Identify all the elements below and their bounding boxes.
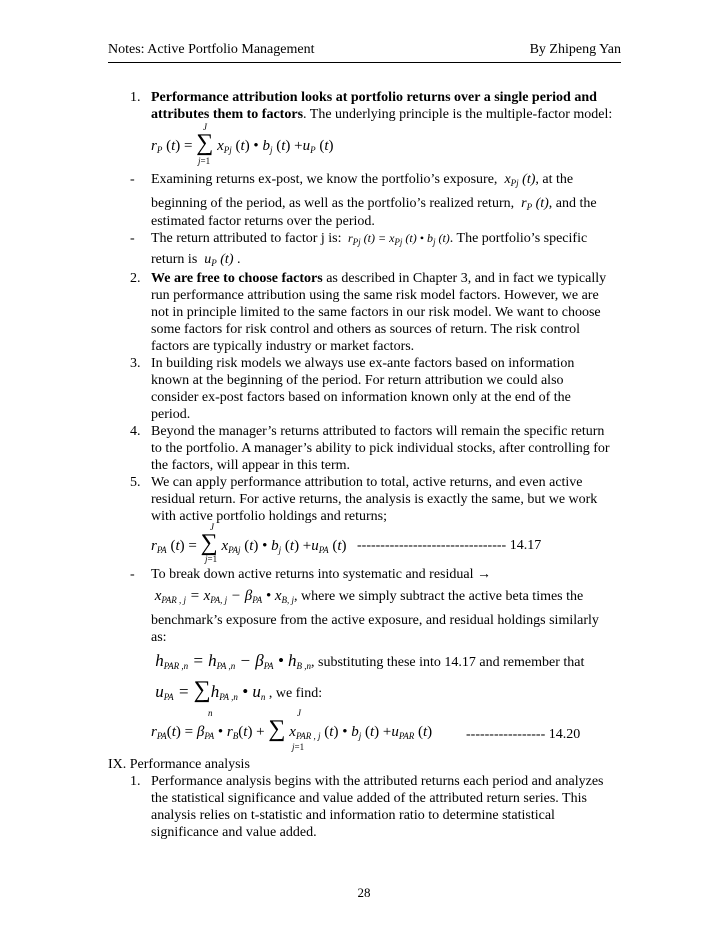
item-4-line-3: the factors, will appear in this term. xyxy=(151,458,351,473)
item-2-number: 2. xyxy=(130,271,141,286)
item-5-dash-line-5: $h_{PAR ,n} = h_{PA ,n} - \beta_{PA}$ • $h_{B ,n}$, substituting these into 14.17 and remember that xyxy=(151,651,585,671)
item-1-dash-2-line-1: The return attributed to factor j is: $r_{Pj}$ $(t) = x_{Pj}$ (t) • $b_j$ (t). The portfolio’s specific xyxy=(151,231,588,247)
section-item-1-line-1: Performance analysis begins with the attributed returns each period and analyzes xyxy=(151,774,604,789)
item-4-number: 4. xyxy=(130,424,141,439)
item-1-line-2: attributes them to factors. The underlying principle is the multiple-factor model: xyxy=(151,107,613,122)
equation-14-20-label: ----------------- 14.20 xyxy=(466,727,581,742)
document-page: Notes: Active Portfolio Management By Zhipeng Yan 1. Performance attribution looks at portfolio returns over a single period and attributes them to factors. The underlying principle is the multiple-factor model: J $r_P$ (t) = ∑ $x_{Pj}$ (t) • $b_j$ $(t) +u_P$ (t) j=1 - Examining returns ex-post, we know the portfolio’s exposure, $x_{Pj}$ (t), at the beginning of the period, as well as the portfolio’s realized return, $r_P$ (t), and the estimated factor returns over the period. - The return attributed to factor j is: $r_{Pj}$ $(t) = x_{Pj}$ (t) • $b_j$ (t). The portfolio’s specific return is $u_P$ (t) . 2. We are free to choose factors as described in Chapter 3, and in fact we typically run performance attribution using the same risk model factors. However, we are not in principle limited to the same factors in our risk model. We want to choose some factors for risk control and others as sources of return. The risk control factors are typically industry or market factors. 3. In building risk models we always use ex-ante factors based on information known at the beginning of the period. For return attribution we could also consider ex-post factors based on information known only at the end of the period. 4. Beyond the manager’s returns attributed to factors will remain the specific return to the portfolio. A manager’s ability to pick individual stocks, after controlling for the factors, will appear in this term. 5. We can apply performance attribution to total, active returns, and even active residual return. For active returns, the analysis is exactly the same, but we work with active portfolio holdings and returns; J $r_{PA}$ (t) = ∑ $x_{PAj}$ (t) • $b_j$ $(t) +u_{PA}$ (t) j=1 -------------------------------- 14.17 - To break down active returns into systematic and residual → $x_{PAR , j} = x_{PA, j} - \beta_{PA}$ • $x_{B, j}$, where we simply subtract the active beta times the benchmark’s exposure from the active exposure, and residual holdings similarly as: $h_{PAR ,n} = h_{PA ,n} - \beta_{PA}$ • $h_{B ,n}$, substituting these into 14.17 and remember that $u_{PA} = \sum h_{PA ,n}$ • $u_n$ , we find: n J $r_{PA}(t) = \beta_{PA}$ • $r_B(t)$ + ∑ $x_{PAR , j}$ (t) • $b_j$ $(t) +u_{PAR}$ (t) j=1 ----------------- 14.20 IX. Performance analysis 1. Performance analysis begins with the attributed returns each period and analyzes the statistical significance and value added of the attributed return series. This analysis relies on t-statistic and information ratio to determine statistical significance and value added. 28 xyxy=(0,0,728,943)
item-2-line-4: some factors for risk control and others as sources of return. The risk control xyxy=(151,322,580,337)
item-1-dash-1-line-3: estimated factor returns over the period. xyxy=(151,214,375,229)
dash-bullet: - xyxy=(130,567,135,582)
item-3-line-1: In building risk models we always use ex-ante factors based on information xyxy=(151,356,575,371)
item-2-line-2: run performance attribution using the same risk model factors. However, we are xyxy=(151,288,599,303)
section-item-1-line-3: analysis relies on t-statistic and information ratio to determine statistical xyxy=(151,808,555,823)
section-heading: IX. Performance analysis xyxy=(108,757,250,772)
item-3-line-2: known at the beginning of the period. For return attribution we could also xyxy=(151,373,564,388)
item-2-line-3: not in principle limited to the same factors in our risk model. We want to choose xyxy=(151,305,601,320)
header-right: By Zhipeng Yan xyxy=(529,42,621,57)
item-3-line-4: period. xyxy=(151,407,191,422)
item-5-line-2: residual return. For active returns, the analysis is exactly the same, but we work xyxy=(151,492,598,507)
dash-bullet: - xyxy=(130,231,135,246)
item-1-line-1: Performance attribution looks at portfolio returns over a single period and xyxy=(151,90,597,105)
item-1-dash-1-line-1: Examining returns ex-post, we know the portfolio’s exposure, $x_{Pj}$ (t), at the xyxy=(151,172,574,188)
page-number: 28 xyxy=(357,885,371,900)
section-item-1-line-4: significance and value added. xyxy=(151,825,317,840)
dash-bullet: - xyxy=(130,172,135,187)
item-5-dash-line-1: To break down active returns into systematic and residual → xyxy=(151,567,491,582)
item-4-line-1: Beyond the manager’s returns attributed to factors will remain the specific return xyxy=(151,424,605,439)
item-2-line-5: factors are typically industry or market factors. xyxy=(151,339,415,354)
item-1-dash-2-line-2: return is $u_P$ (t) . xyxy=(151,252,241,268)
item-1-dash-1-line-2: beginning of the period, as well as the portfolio’s realized return, $r_P$ (t), and the xyxy=(151,196,597,212)
item-3-line-3: consider ex-post factors based on information known only at the end of the xyxy=(151,390,571,405)
item-5-dash-line-2: $x_{PAR , j} = x_{PA, j} - \beta_{PA}$ • $x_{B, j}$, where we simply subtract the active beta times the xyxy=(151,588,584,605)
item-5-number: 5. xyxy=(130,475,141,490)
item-3-number: 3. xyxy=(130,356,141,371)
section-item-1-number: 1. xyxy=(130,774,141,789)
header-left: Notes: Active Portfolio Management xyxy=(108,42,315,57)
section-item-1-line-2: the statistical significance and value added of the attributed return series. This xyxy=(151,791,587,806)
running-header xyxy=(108,42,621,58)
equation-14-17-label: -------------------------------- 14.17 xyxy=(357,538,542,553)
item-5-dash-line-4: as: xyxy=(151,630,167,645)
header-rule xyxy=(108,62,621,63)
item-2-line-1: We are free to choose factors as described in Chapter 3, and in fact we typically xyxy=(151,271,607,286)
item-1-number: 1. xyxy=(130,90,141,105)
item-4-line-2: to the portfolio. A manager’s ability to pick individual stocks, after controlling for xyxy=(151,441,610,456)
item-5-line-3: with active portfolio holdings and returns; xyxy=(151,509,388,524)
item-5-dash-line-6: $u_{PA} = \sum h_{PA ,n}$ • $u_n$ , we find: xyxy=(151,677,323,703)
item-5-line-1: We can apply performance attribution to total, active returns, and even active xyxy=(151,475,583,490)
item-5-dash-line-3: benchmark’s exposure from the active exposure, and residual holdings similarly xyxy=(151,613,599,628)
